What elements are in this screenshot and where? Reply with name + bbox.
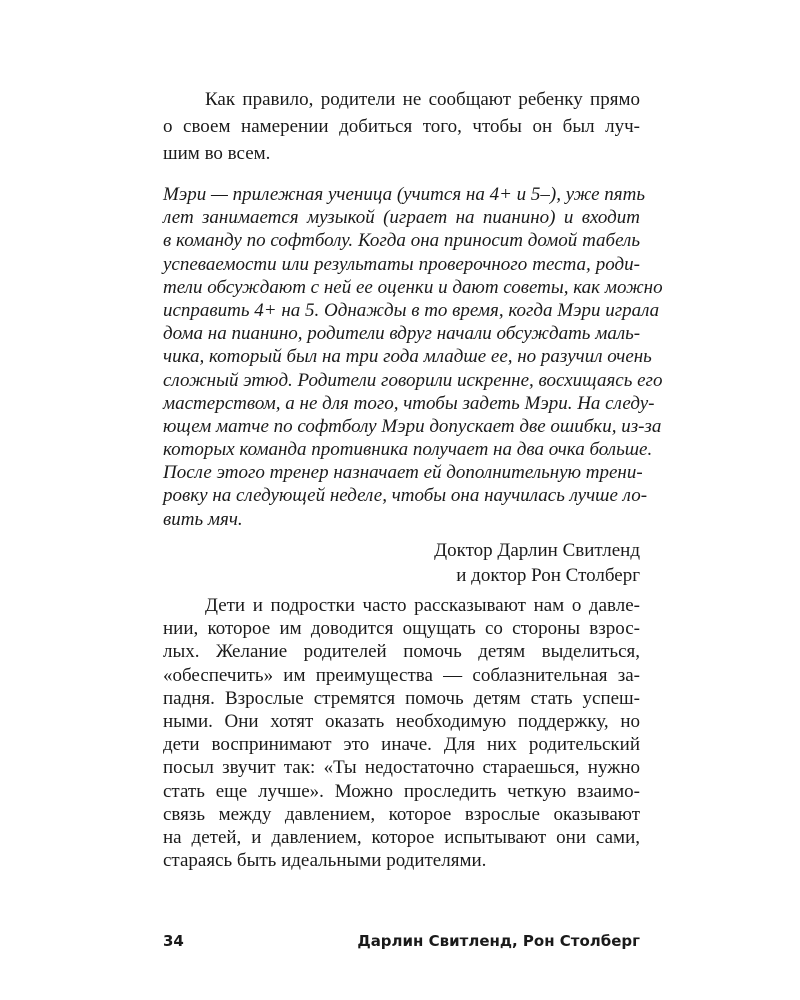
quote-line: После этого тренер назначает ей дополнительную трени- <box>163 462 643 484</box>
quote-line: Мэри — прилежная ученица (учится на 4+ и 5–), уже пять <box>163 184 645 205</box>
text-line: шим во всем. <box>163 143 271 164</box>
quote-line: ющем матче по софтболу Мэри допускает две ошибки, из-за <box>163 415 662 437</box>
quote-line: исправить 4+ на 5. Однажды в то время, когда Мэри играла <box>163 299 660 321</box>
text-line: ными. Они хотят оказать необходимую поддержку, но <box>163 710 640 732</box>
text-line: связь между давлением, которое взрослые оказывают <box>163 803 640 825</box>
quote-line: тели обсуждают с ней ее оценки и дают советы, как можно <box>163 276 663 298</box>
quote-line: дома на пианино, родители вдруг начали обсуждать маль- <box>163 323 641 345</box>
quote-line: которых команда противника получает на два очка больше. <box>163 439 653 461</box>
paragraph-2 <box>163 594 640 872</box>
quote-line: чика, который был на три года младше ее, но разучил очень <box>163 346 652 368</box>
text-line: лых. Желание родителей помочь детям выделиться, <box>163 641 640 663</box>
quote-line: ровку на следующей неделе, чтобы она научилась лучше ло- <box>163 485 648 507</box>
page-number: 34 <box>163 932 184 950</box>
text-line: дети воспринимают это иначе. Для них родительский <box>163 734 640 756</box>
quote-line: в команду по софтболу. Когда она приносит домой табель <box>163 230 640 252</box>
text-line: Как правило, родители не сообщают ребенку прямо <box>205 89 640 110</box>
text-line: нии, которое им доводится ощущать со стороны взрос- <box>163 618 640 640</box>
running-header-authors: Дарлин Свитленд, Рон Столберг <box>357 932 640 950</box>
quote-line: мастерством, а не для того, чтобы задеть Мэри. На следу- <box>163 392 655 414</box>
text-line: «обеспечить» им преимущества — соблазнительная за- <box>163 664 640 686</box>
quote-block <box>163 183 663 531</box>
attribution-line: Доктор Дарлин Свитленд <box>434 540 640 561</box>
text-line: падня. Взрослые стремятся помочь детям стать успеш- <box>163 687 640 709</box>
text-line: стать еще лучше». Можно проследить четкую взаимо- <box>163 780 640 802</box>
text-line: на детей, и давлением, которое испытывают они сами, <box>163 826 640 848</box>
attribution-line: и доктор Рон Столберг <box>456 565 640 586</box>
quote-line: лет занимается музыкой (играет на пианино) и входит <box>163 207 640 229</box>
quote-line: вить мяч. <box>163 508 243 530</box>
text-line: стараясь быть идеальными родителями. <box>163 850 487 872</box>
quote-line: сложный этюд. Родители говорили искренне, восхищаясь его <box>163 369 663 391</box>
quote-line: успеваемости или результаты проверочного теста, роди- <box>163 253 640 275</box>
text-line: Дети и подростки часто рассказывают нам о давле- <box>205 595 640 616</box>
text-line: посыл звучит так: «Ты недостаточно стараешься, нужно <box>163 757 640 779</box>
page-footer <box>163 932 640 950</box>
text-line: о своем намерении добиться того, чтобы он был луч- <box>163 116 640 137</box>
paragraph-1 <box>163 86 640 167</box>
quote-attribution <box>163 538 640 588</box>
